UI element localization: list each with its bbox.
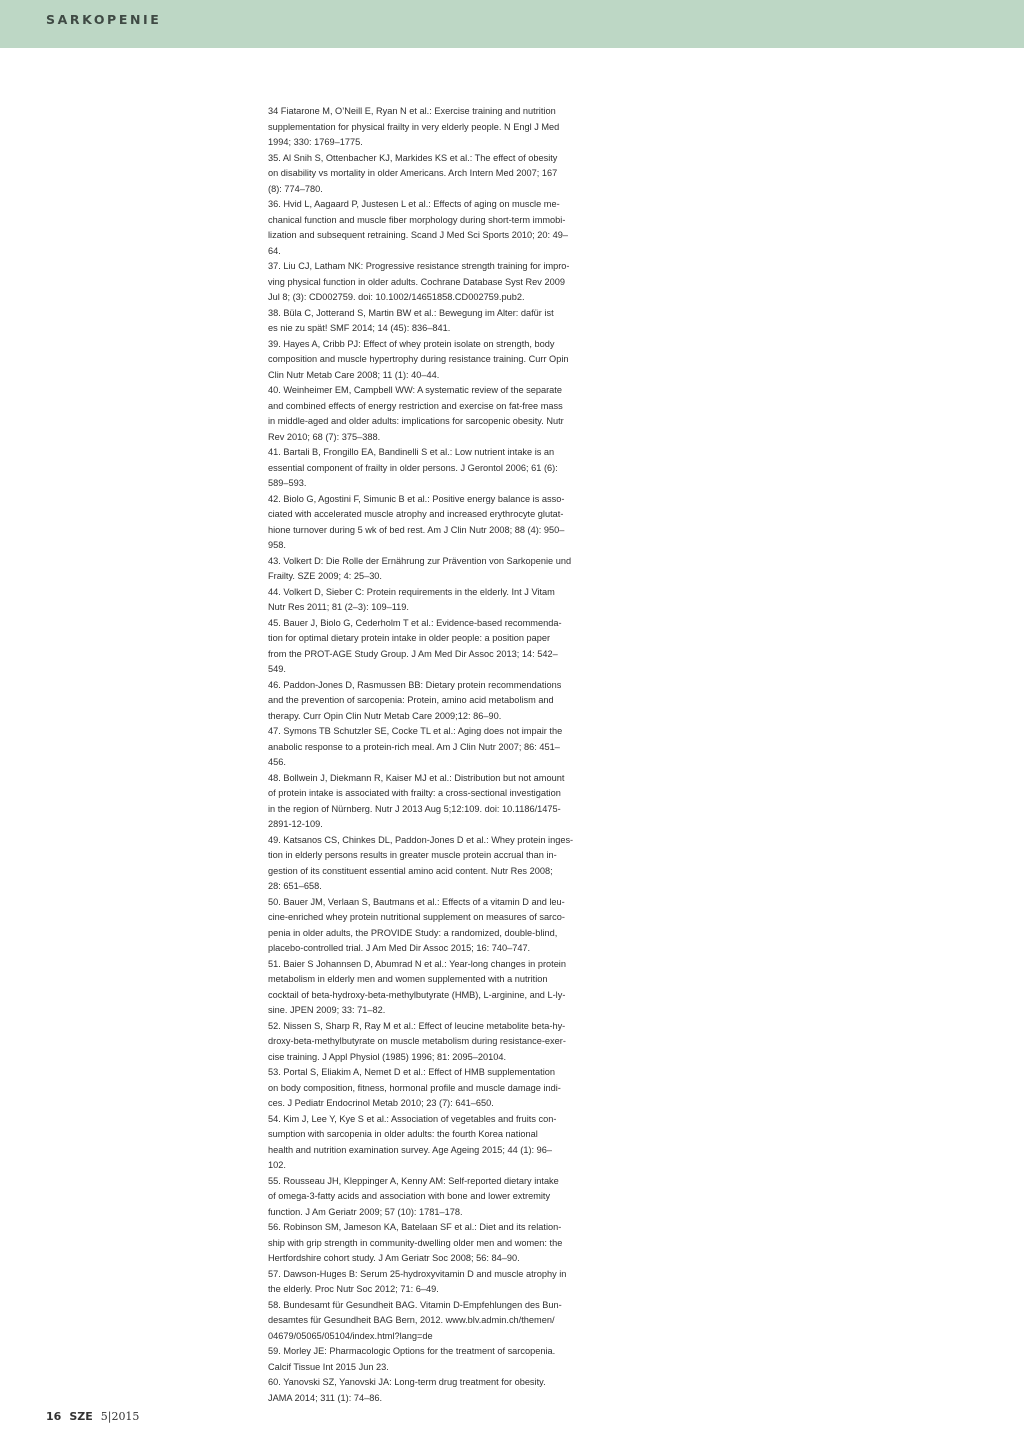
reference-item: 45. Bauer J, Biolo G, Cederholm T et al.: Evidence-based recommenda- tion for optimal dietary protein intake in older people: a position paper from the PROT-AGE Study Group. J Am Med Dir Assoc 2013; 14: 542– 549. [268, 617, 562, 675]
reference-item: 59. Morley JE: Pharmacologic Options for the treatment of sarcopenia. Calcif Tissue Int 2015 Jun 23. [268, 1346, 556, 1373]
reference-item: 38. Büla C, Jotterand S, Martin BW et al.: Bewegung im Alter: dafür ist es nie zu spät! SMF 2014; 14 (45): 836–841. [268, 307, 554, 334]
reference-item: 58. Bundesamt für Gesundheit BAG. Vitamin D-Empfehlungen des Bun- desamtes für Gesundheit BAG Bern, 2012. www.blv.admin.ch/themen/ 04679/05065/05104/index.html?lang=de [268, 1299, 562, 1342]
header-band [0, 0, 1024, 48]
reference-item: 55. Rousseau JH, Kleppinger A, Kenny AM: Self-reported dietary intake of omega-3-fatty acids and association with bone and lower extremity function. J Am Geriatr 2009; 57 (10): 1781–178. [268, 1175, 559, 1218]
reference-item: 50. Bauer JM, Verlaan S, Bautmans et al.: Effects of a vitamin D and leu- cine-enriched whey protein nutritional supplement on measures of sarco- penia in older adults, the PROVIDE Study: a randomized, double-blind, placebo-controlled trial. J Am Med Dir Assoc 2015; 16: 740–747. [268, 896, 565, 954]
reference-item: 39. Hayes A, Cribb PJ: Effect of whey protein isolate on strength, body composition and muscle hypertrophy during resistance training. Curr Opin Clin Nutr Metab Care 2008; 11 (1): 40–44. [268, 338, 569, 381]
reference-item: 56. Robinson SM, Jameson KA, Batelaan SF et al.: Diet and its relation- ship with grip strength in community-dwelling older men and women: the Hertfordshire cohort study. J Am Geriatr Soc 2008; 56: 84–90. [268, 1222, 563, 1264]
reference-item: 43. Volkert D: Die Rolle der Ernährung zur Prävention von Sarkopenie und Frailty. SZE 2009; 4: 25–30. [268, 555, 572, 582]
reference-item: 48. Bollwein J, Diekmann R, Kaiser MJ et al.: Distribution but not amount of protein intake is associated with frailty: a cross-sectional investigation in the region of Nürnberg. Nutr J 2013 Aug 5;12:109. doi: 10.1186/1475- 2891-12-109. [268, 772, 565, 830]
reference-item: 37. Liu CJ, Latham NK: Progressive resistance strength training for impro- ving physical function in older adults. Cochrane Database Syst Rev 2009 Jul 8; (3): CD002759. doi: 10.1002/14651858.CD002759.pub2. [268, 261, 570, 303]
reference-item: 49. Katsanos CS, Chinkes DL, Paddon-Jones D et al.: Whey protein inges- tion in elderly persons results in greater muscle protein accrual than in- gestion of its constituent essential amino acid content. Nutr Res 2008; 28: 651–658. [268, 834, 574, 892]
page-footer [46, 1410, 139, 1423]
reference-item: 36. Hvid L, Aagaard P, Justesen L et al.: Effects of aging on muscle me- chanical function and muscle fiber morphology during short-term immobi- lization and subsequent retraining. Scand J Med Sci Sports 2010; 20: 49– 64. [268, 199, 569, 257]
reference-item: 60. Yanovski SZ, Yanovski JA: Long-term drug treatment for obesity. JAMA 2014; 311 (1): 74–86. [268, 1377, 546, 1404]
reference-item: 40. Weinheimer EM, Campbell WW: A systematic review of the separate and combined effects of energy restriction and exercise on fat-free mass in middle-aged and older adults: implications for sarcopenic obesity. Nutr Rev 2010; 68 (7): 375–388. [268, 385, 564, 443]
reference-item: 35. Al Snih S, Ottenbacher KJ, Markides KS et al.: The effect of obesity on disability vs mortality in older Americans. Arch Intern Med 2007; 167 (8): 774–780. [268, 152, 558, 195]
page-number: 16 [46, 1410, 62, 1423]
reference-list [268, 104, 610, 1406]
reference-item: 57. Dawson-Huges B: Serum 25-hydroxyvitamin D and muscle atrophy in the elderly. Proc Nutr Soc 2012; 71: 6–49. [268, 1268, 567, 1295]
reference-item: 47. Symons TB Schutzler SE, Cocke TL et al.: Aging does not impair the anabolic response to a protein-rich meal. Am J Clin Nutr 2007; 86: 451– 456. [268, 726, 563, 768]
reference-item: 52. Nissen S, Sharp R, Ray M et al.: Effect of leucine metabolite beta-hy- droxy-beta-methylbutyrate on muscle metabolism during resistance-exer- cise training. J Appl Physiol (1985) 1996; 81: 2095–20104. [268, 1020, 566, 1063]
reference-item: 54. Kim J, Lee Y, Kye S et al.: Association of vegetables and fruits con- sumption with sarcopenia in older adults: the fourth Korea national health and nutrition examination survey. Age Ageing 2015; 44 (1): 96– 102. [268, 1113, 557, 1171]
section-title: SARKOPENIE [46, 12, 162, 27]
reference-item: 53. Portal S, Eliakim A, Nemet D et al.: Effect of HMB supplementation on body composition, fitness, hormonal profile and muscle damage indi- ces. J Pediatr Endocrinol Metab 2010; 23 (7): 641–650. [268, 1067, 561, 1109]
reference-item: 46. Paddon-Jones D, Rasmussen BB: Dietary protein recommendations and the prevention of sarcopenia: Protein, amino acid metabolism and therapy. Curr Opin Clin Nutr Metab Care 2009;12: 86–90. [268, 679, 562, 722]
journal-name: SZE [69, 1410, 93, 1423]
issue-number: 5|2015 [100, 1410, 140, 1423]
reference-item: 44. Volkert D, Sieber C: Protein requirements in the elderly. Int J Vitam Nutr Res 2011; 81 (2–3): 109–119. [268, 586, 555, 613]
reference-item: 34 Fiatarone M, O’Neill E, Ryan N et al.: Exercise training and nutrition supplementation for physical frailty in very elderly people. N Engl J Med 1994; 330: 1769–1775. [268, 106, 560, 148]
reference-item: 41. Bartali B, Frongillo EA, Bandinelli S et al.: Low nutrient intake is an essential component of frailty in older persons. J Gerontol 2006; 61 (6): 589–593. [268, 447, 558, 489]
reference-item: 51. Baier S Johannsen D, Abumrad N et al.: Year-long changes in protein metabolism in elderly men and women supplemented with a nutrition cocktail of beta-hydroxy-beta-methylbutyrate (HMB), L-arginine, and L-ly- sine. JPEN 2009; 33: 71–82. [268, 958, 566, 1016]
reference-item: 42. Biolo G, Agostini F, Simunic B et al.: Positive energy balance is asso- ciated with accelerated muscle atrophy and increased erythrocyte glutat- hione turnover during 5 wk of bed rest. Am J Clin Nutr 2008; 88 (4): 950– 958. [268, 493, 565, 551]
